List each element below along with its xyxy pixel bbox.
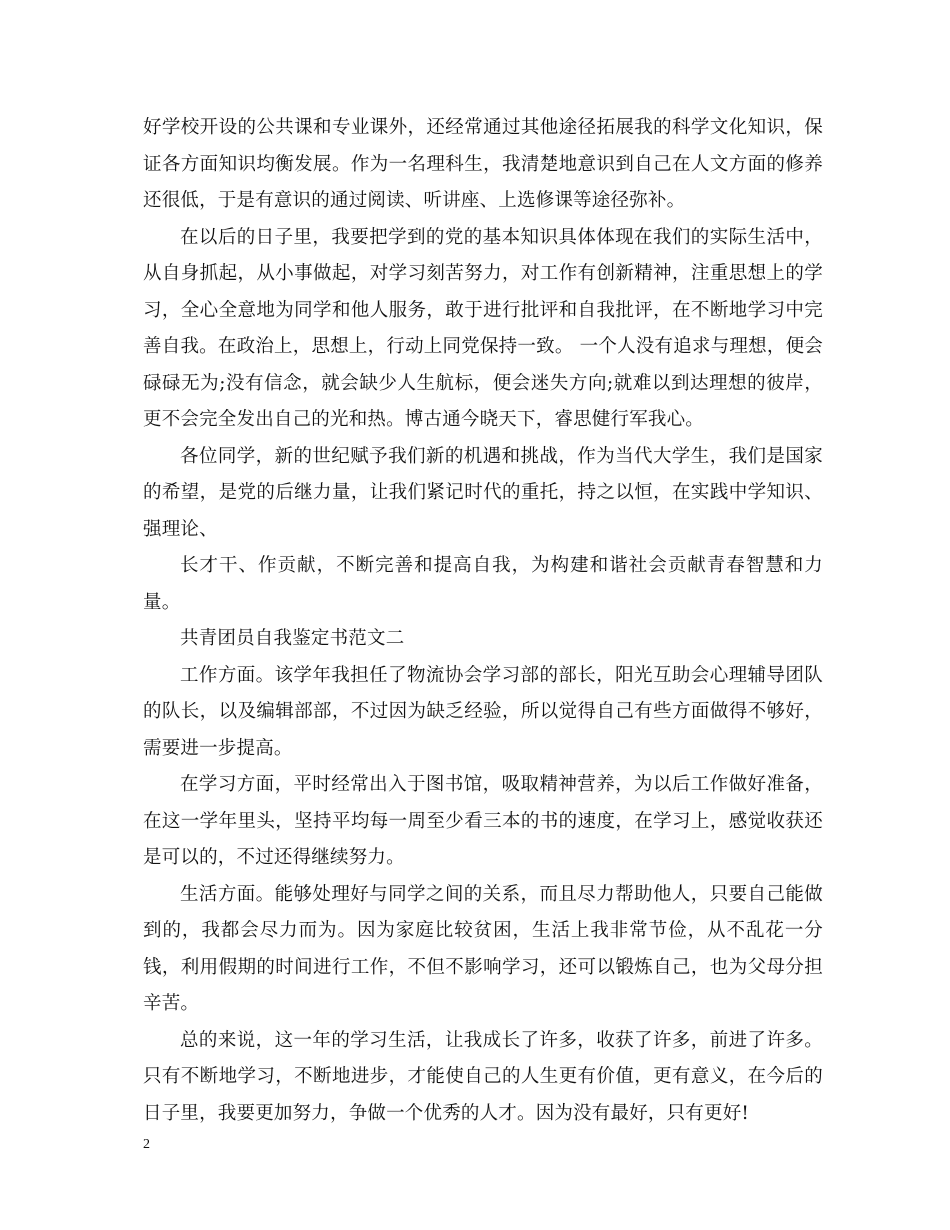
section-heading: 共青团员自我鉴定书范文二 [180,628,405,649]
paragraph-summary: 总的来说，这一年的学习生活，让我成长了许多，收获了许多，前进了许多。只有不断地学习，不断地进步，才能使自己的人生更有价值，更有意义，在今后的日子里，我要更加努力，争做一个优秀的人才。因为没有最好，只有更好! [143,1029,823,1124]
document-body [143,110,823,1132]
paragraph-work: 工作方面。该学年我担任了物流协会学习部的部长，阳光互助会心理辅导团队的队长，以及编辑部部，不过因为缺乏经验，所以觉得自己有些方面做得不够好，需要进一步提高。 [143,664,823,759]
paragraph-3: 各位同学，新的世纪赋予我们新的机遇和挑战，作为当代大学生，我们是国家的希望，是党的后继力量，让我们紧记时代的重托，持之以恒，在实践中学知识、强理论、 [143,445,823,540]
paragraph-life: 生活方面。能够处理好与同学之间的关系，而且尽力帮助他人，只要自己能做到的，我都会尽力而为。因为家庭比较贫困，生活上我非常节俭，从不乱花一分钱，利用假期的时间进行工作，不但不影响学习，还可以锻炼自己，也为父母分担辛苦。 [143,883,823,1014]
paragraph-study: 在学习方面，平时经常出入于图书馆，吸取精神营养，为以后工作做好准备，在这一学年里头，坚持平均每一周至少看三本的书的速度，在学习上，感觉收获还是可以的，不过还得继续努力。 [143,774,823,868]
paragraph-1: 好学校开设的公共课和专业课外，还经常通过其他途径拓展我的科学文化知识，保证各方面知识均衡发展。作为一名理科生，我清楚地意识到自己在人文方面的修养还很低，于是有意识的通过阅读、听讲座、上选修课等途径弥补。 [143,117,823,211]
paragraph-4: 长才干、作贡献，不断完善和提高自我，为构建和谐社会贡献青春智慧和力量。 [143,555,823,613]
paragraph-2: 在以后的日子里，我要把学到的党的基本知识具体体现在我们的实际生活中，从自身抓起，从小事做起，对学习刻苦努力，对工作有创新精神，注重思想上的学习，全心全意地为同学和他人服务，敢于进行批评和自我批评，在不断地学习中完善自我。在政治上，思想上，行动上同党保持一致。 一个人没有追求与理想，便会碌碌无为;没有信念，就会缺少人生航标，便会迷失方向;就难以到达理想的彼岸，更不会完全发出自己的光和热。博古通今晓天下，睿思健行军我心。 [143,226,823,430]
page-number: 2 [143,1137,150,1152]
